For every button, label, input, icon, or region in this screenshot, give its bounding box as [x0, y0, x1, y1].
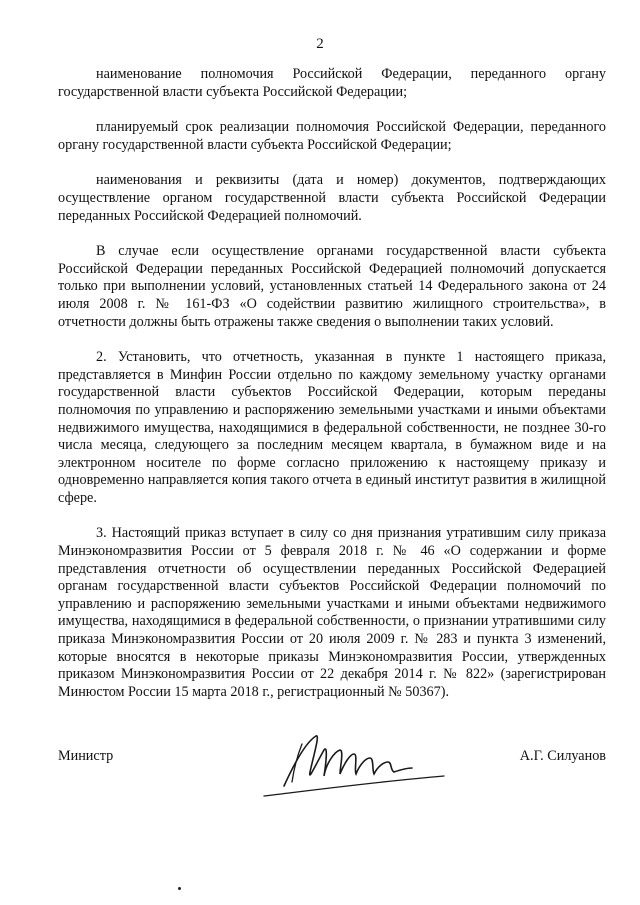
handwritten-signature [254, 724, 454, 804]
signature-block [58, 724, 606, 814]
page-number: 2 [316, 36, 324, 52]
signer-title: Министр [58, 748, 114, 764]
document-body [58, 66, 606, 719]
paragraph-conditions: В случае если осуществление органами государственной власти субъекта Российской Федерации переданных Российской Федерацией полномочий допускается только при выполнении условий, установленных статьей 14 Федерального закона от 24 июля 2008 г. № 161-ФЗ «О содействии развитию жилищного строительства», в отчетности должны быть отражены также сведения о выполнении таких условий. [58, 243, 606, 330]
paragraph-authority-name: наименование полномочия Российской Федерации, переданного органу государственной власти субъекта Российской Федерации; [58, 66, 606, 100]
scan-artifact-dot [178, 887, 181, 890]
paragraph-planned-term: планируемый срок реализации полномочия Российской Федерации, переданного органу государственной власти субъекта Российской Федерации; [58, 119, 606, 153]
paragraph-item-2: 2. Установить, что отчетность, указанная в пункте 1 настоящего приказа, представляется в Минфин России отдельно по каждому земельному участку органами государственной власти субъектов Российской Федерации, которым переданы полномочия по управлению и распоряжению земельными участками и иными объектами недвижимого имущества, находящимися в федеральной собственности, не позднее 30-го числа месяца, следующего за последним месяцем квартала, в бумажном виде и на электронном носителе по форме согласно приложению к настоящему приказу и одновременно направляется копия такого отчета в единый институт развития в жилищной сфере. [58, 349, 606, 506]
signer-name: А.Г. Силуанов [519, 748, 606, 764]
paragraph-item-3: 3. Настоящий приказ вступает в силу со дня признания утратившим силу приказа Минэкономразвития России от 5 февраля 2018 г. № 46 «О содержании и форме представления отчетности об осуществлении переданных Российской Федерацией органам государственной власти субъектов Российской Федерации полномочий по управлению и распоряжению земельными участками и иными объектами недвижимого имущества, находящимися в федеральной собственности, о признании утратившими силу приказа Минэкономразвития России от 20 июля 2009 г. № 283 и пункта 3 изменений, которые вносятся в некоторые приказы Минэкономразвития России, утвержденных приказом Минэкономразвития России от 22 декабря 2014 г. № 822» (зарегистрирован Минюстом России 15 марта 2018 г., регистрационный № 50367). [58, 525, 606, 700]
paragraph-document-details: наименования и реквизиты (дата и номер) документов, подтверждающих осуществление органом государственной власти субъекта Российской Федерации переданных Российской Федерацией полномочий. [58, 172, 606, 224]
